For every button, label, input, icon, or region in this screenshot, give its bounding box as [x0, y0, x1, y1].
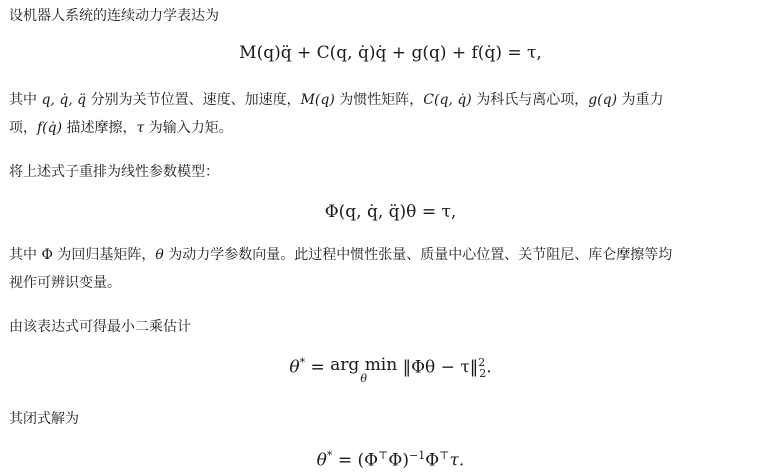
- text: 为回归基矩阵，: [57, 247, 156, 263]
- equals: =: [305, 357, 331, 378]
- text: 其中: [9, 247, 37, 263]
- paragraph-definitions-line1: [9, 86, 664, 114]
- transpose: ⊤: [378, 449, 389, 462]
- math-torque: τ: [136, 120, 145, 136]
- period: .: [486, 357, 492, 378]
- norm-body: ‖Φθ − τ‖: [402, 357, 479, 378]
- text: 项，: [9, 120, 37, 136]
- rewrite-text: 将上述式子重排为线性参数模型：: [9, 164, 219, 180]
- equation-linear-model: Φ(q, q̇, q̈)θ = τ,: [324, 202, 457, 222]
- paragraph-regressor-line2: 视作可辨识变量。: [9, 275, 121, 291]
- equation-closed-form: [0, 449, 781, 471]
- math-part: τ.: [449, 450, 465, 471]
- math-gravity: g(q): [588, 92, 618, 108]
- estimate-text: 由该表达式可得最小二乘估计: [9, 319, 191, 335]
- math-friction: f(q̇): [37, 120, 63, 136]
- text: 描述摩擦，: [66, 120, 137, 136]
- math-inertia: M(q): [300, 92, 335, 108]
- closed-form-text: 其闭式解为: [9, 411, 79, 427]
- star: *: [299, 356, 306, 369]
- text: 分别为关节位置、速度、加速度，: [90, 92, 301, 108]
- math-coriolis: C(q, q̇): [423, 92, 472, 108]
- inverse: −1: [408, 449, 426, 462]
- text: 为输入力矩。: [148, 120, 233, 136]
- math-phi: Φ: [41, 247, 53, 263]
- equation-least-squares: [0, 356, 781, 384]
- norm-power: 2: [478, 356, 486, 369]
- argmin-subscript: θ: [360, 372, 367, 385]
- math-part: = (Φ: [332, 450, 379, 471]
- math-joint-vars: q, q̇, q̈: [41, 92, 87, 108]
- text: 为重力: [621, 92, 664, 108]
- norm-index: 2: [479, 367, 487, 381]
- math-part: Φ): [388, 450, 409, 471]
- paragraph-regressor-line1: [9, 241, 672, 269]
- math-theta: θ: [155, 247, 164, 263]
- equation-dynamics: M(q)q̈ + C(q, q̇)q̇ + g(q) + f(q̇) = τ,: [239, 43, 542, 63]
- argmin-label: arg min: [330, 355, 398, 375]
- text: 为动力学参数向量。此过程中惯性张量、质量中心位置、关节阻尼、库仑摩擦等均: [168, 247, 673, 263]
- text: 为科氏与离心项，: [476, 92, 589, 108]
- math-theta: θ: [316, 450, 327, 471]
- text: 为惯性矩阵，: [339, 92, 424, 108]
- intro-text: 设机器人系统的连续动力学表达为: [9, 8, 219, 24]
- star: *: [326, 449, 333, 462]
- transpose: ⊤: [439, 449, 450, 462]
- math-theta: θ: [289, 357, 300, 378]
- math-part: Φ: [425, 450, 440, 471]
- paragraph-definitions-line2: [9, 114, 233, 142]
- text: 其中: [9, 92, 37, 108]
- argmin-operator: [330, 356, 397, 384]
